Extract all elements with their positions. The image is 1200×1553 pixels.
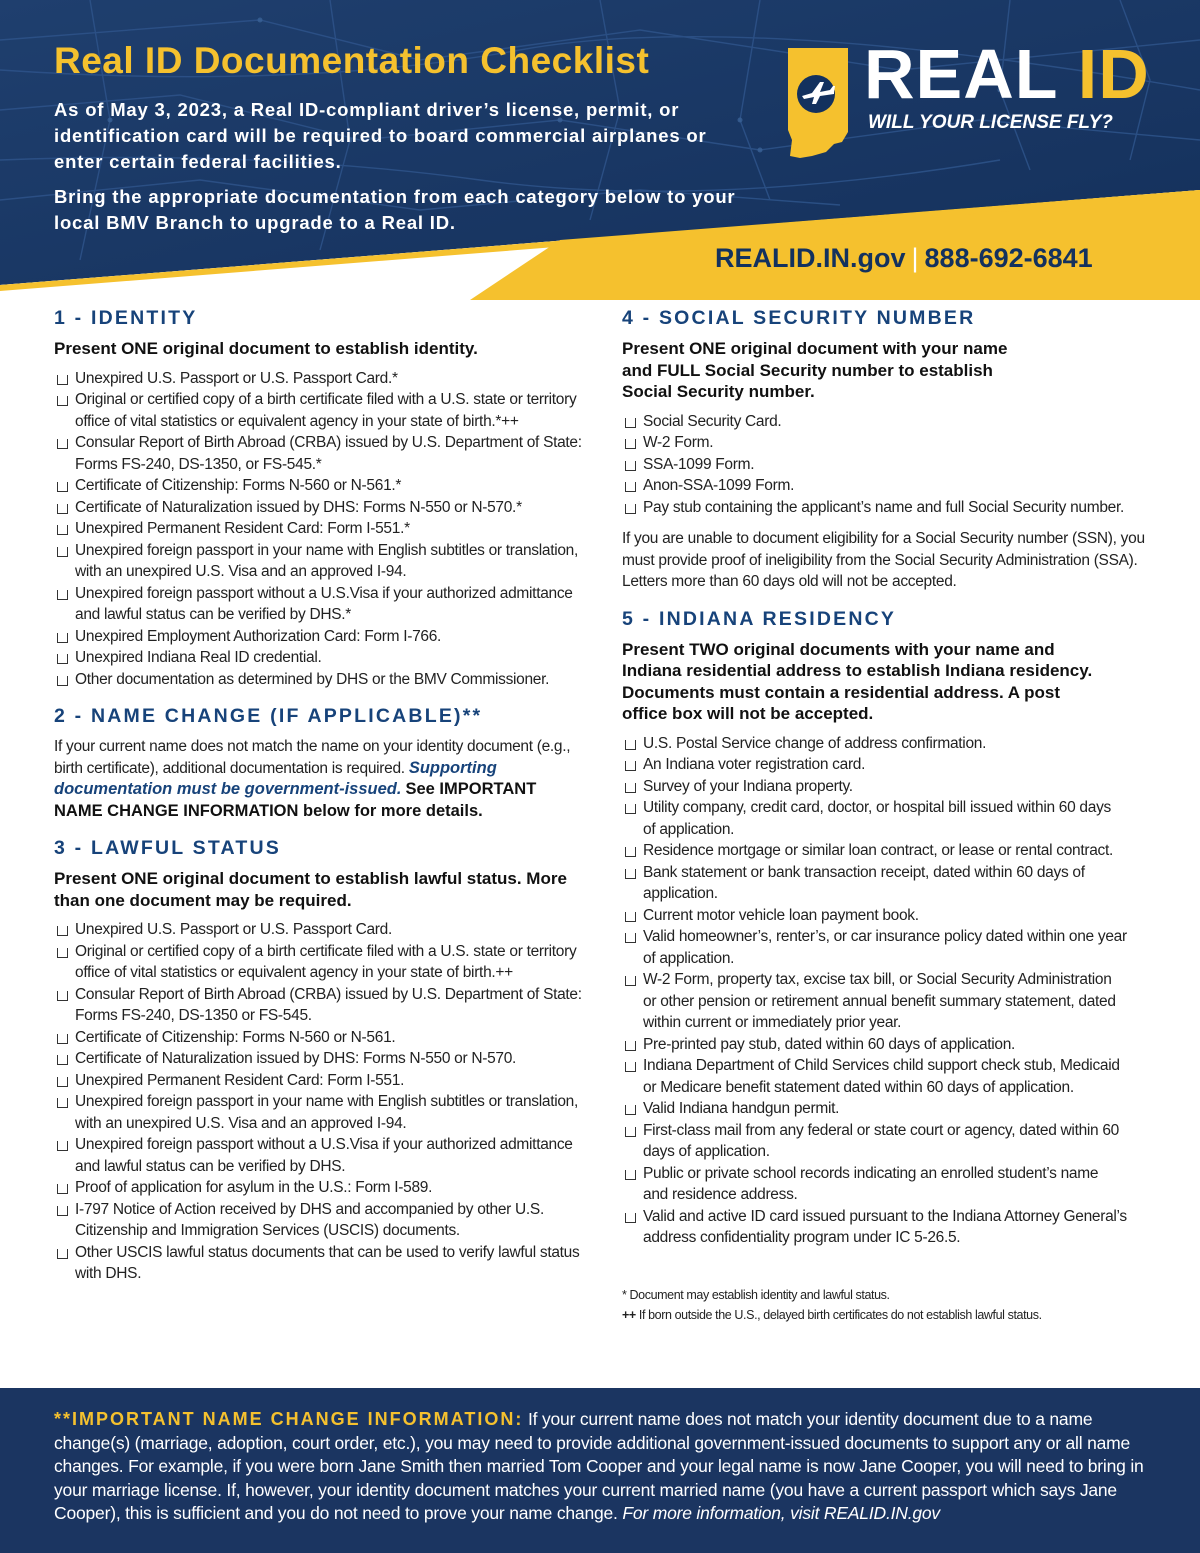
identity-item: Certificate of Citizenship: Forms N-560 or N-561.*	[54, 475, 584, 497]
identity-intro: Present ONE original document to establish identity.	[54, 339, 478, 358]
lawful-status-item: Proof of application for asylum in the U.S.: Form I-589.	[54, 1177, 584, 1199]
ssn-note: If you are unable to document eligibility for a Social Security number (SSN), you must provide proof of ineligibility from the Social Security Administration (SSA). Letters more than 60 days old will not be accepted.	[622, 530, 1145, 590]
residency-item: W-2 Form, property tax, excise tax bill, or Social Security Administration or other pension or retirement annual benefit summary statement, dated within current or immediately prior year.	[622, 969, 1127, 1034]
logo-wordmark	[864, 34, 1150, 114]
residency-item: U.S. Postal Service change of address confirmation.	[622, 733, 1127, 755]
name-change-info-banner	[0, 1388, 1200, 1553]
lawful-status-item: Certificate of Naturalization issued by DHS: Forms N-550 or N-570.	[54, 1048, 584, 1070]
indiana-plane-icon	[782, 44, 854, 160]
banner-text	[54, 1408, 1146, 1526]
lawful-status-item: Original or certified copy of a birth certificate filed with a U.S. state or territory office of vital statistics or equivalent agency in your state of birth.++	[54, 941, 584, 984]
header-banner	[0, 0, 1200, 300]
lawful-status-intro: Present ONE original document to establish lawful status. More than one document may be required.	[54, 869, 567, 910]
intro-instructions: Bring the appropriate documentation from each category below to your local BMV Branch to upgrade to a Real ID.	[54, 186, 736, 233]
residency-item: Residence mortgage or similar loan contract, or lease or rental contract.	[622, 840, 1127, 862]
residency-list	[622, 733, 1127, 1249]
residency-item: Survey of your Indiana property.	[622, 776, 1127, 798]
footnote-star-text: Document may establish identity and lawful status.	[629, 1287, 890, 1302]
lawful-status-item: I-797 Notice of Action received by DHS and accompanied by other U.S. Citizenship and Immigration Services (USCIS) documents.	[54, 1199, 584, 1242]
footnote-star-mark: *	[622, 1287, 627, 1302]
ssn-list	[622, 411, 1162, 519]
ssn-section	[622, 306, 1162, 593]
ssn-title: 4 - SOCIAL SECURITY NUMBER	[622, 307, 976, 329]
lawful-status-list	[54, 919, 584, 1285]
banner-body: If your current name does not match your identity document due to a name change(s) (marriage, adoption, court order, etc.), you may need to provide additional government-issued documents to support any or all name changes. For example, if you were born Jane Smith then married Tom Cooper and your legal name is now Jane Cooper, you will need to bring in your marriage license. If, however, your identity document matches your current married name (you have a current passport which says Jane Cooper), this is sufficient and you do not need to prove your name change.	[54, 1409, 1144, 1523]
identity-item: Certificate of Naturalization issued by DHS: Forms N-550 or N-570.*	[54, 497, 584, 519]
intro-requirement: As of May 3, 2023, a Real ID-compliant driver’s license, permit, or identification card will be required to board commercial airplanes or enter certain federal facilities.	[54, 99, 707, 172]
name-change-text-1: If your current name does not match the name on your identity document (e.g., birth certificate), additional documentation is required.	[54, 738, 571, 777]
residency-item: Valid homeowner’s, renter’s, or car insurance policy dated within one year of application.	[622, 926, 1127, 969]
identity-section	[54, 306, 584, 690]
lawful-status-item: Unexpired U.S. Passport or U.S. Passport Card.	[54, 919, 584, 941]
identity-item: Unexpired U.S. Passport or U.S. Passport Card.*	[54, 368, 584, 390]
residency-item: Bank statement or bank transaction receipt, dated within 60 days of application.	[622, 862, 1127, 905]
footnotes	[622, 1285, 1162, 1325]
footnote-plus-mark: ++	[622, 1307, 636, 1322]
phone-number[interactable]: 888-692-6841	[924, 243, 1093, 273]
logo-real-text: REAL	[864, 35, 1058, 113]
footnote-plus-text: If born outside the U.S., delayed birth certificates do not establish lawful status.	[638, 1307, 1042, 1322]
residency-item: Valid Indiana handgun permit.	[622, 1098, 1127, 1120]
identity-title: 1 - IDENTITY	[54, 307, 198, 329]
ssn-item: Anon-SSA-1099 Form.	[622, 475, 1162, 497]
residency-item: Utility company, credit card, doctor, or hospital bill issued within 60 days of application.	[622, 797, 1127, 840]
name-change-text	[54, 736, 584, 822]
name-change-highlight: Supporting documentation must be government-issued.	[54, 758, 497, 798]
identity-item: Unexpired foreign passport in your name with English subtitles or translation, with an unexpired U.S. Visa and an approved I-94.	[54, 540, 584, 583]
residency-section	[622, 607, 1162, 1249]
name-change-section	[54, 704, 584, 822]
logo-id-text: ID	[1077, 35, 1150, 113]
banner-label: **IMPORTANT NAME CHANGE INFORMATION:	[54, 1409, 524, 1429]
identity-item: Unexpired Employment Authorization Card: Form I-766.	[54, 626, 584, 648]
name-change-title: 2 - NAME CHANGE (IF APPLICABLE)**	[54, 705, 483, 727]
lawful-status-title: 3 - LAWFUL STATUS	[54, 837, 281, 859]
ssn-item: SSA-1099 Form.	[622, 454, 1162, 476]
name-change-see-below: See IMPORTANT NAME CHANGE INFORMATION below for more details.	[54, 780, 537, 820]
ssn-intro: Present ONE original document with your name and FULL Social Security number to establish Social Security number.	[622, 339, 1008, 401]
footnote-star	[622, 1285, 1162, 1305]
identity-item: Consular Report of Birth Abroad (CRBA) issued by U.S. Department of State: Forms FS-240, DS-1350, or FS-545.*	[54, 432, 584, 475]
identity-item: Unexpired Permanent Resident Card: Form I-551.*	[54, 518, 584, 540]
residency-item: Public or private school records indicating an enrolled student’s name and residence address.	[622, 1163, 1127, 1206]
lawful-status-item: Other USCIS lawful status documents that can be used to verify lawful status with DHS.	[54, 1242, 584, 1285]
identity-item: Other documentation as determined by DHS or the BMV Commissioner.	[54, 669, 584, 691]
lawful-status-item: Unexpired foreign passport in your name with English subtitles or translation, with an unexpired U.S. Visa and an approved I-94.	[54, 1091, 584, 1134]
residency-intro: Present TWO original documents with your name and Indiana residential address to establish Indiana residency. Documents must contain a residential address. A post office box will not be accepted.	[622, 639, 1093, 723]
lawful-status-item: Unexpired foreign passport without a U.S.Visa if your authorized admittance and lawful status can be verified by DHS.	[54, 1134, 584, 1177]
residency-item: Current motor vehicle loan payment book.	[622, 905, 1127, 927]
ssn-item: Social Security Card.	[622, 411, 1162, 433]
residency-item: Indiana Department of Child Services child support check stub, Medicaid or Medicare benefit statement dated within 60 days of application.	[622, 1055, 1127, 1098]
right-column	[622, 306, 1162, 1325]
identity-item: Unexpired foreign passport without a U.S.Visa if your authorized admittance and lawful status can be verified by DHS.*	[54, 583, 584, 626]
identity-item: Original or certified copy of a birth certificate filed with a U.S. state or territory office of vital statistics or equivalent agency in your state of birth.*++	[54, 389, 584, 432]
lawful-status-item: Consular Report of Birth Abroad (CRBA) issued by U.S. Department of State: Forms FS-240, DS-1350 or FS-545.	[54, 984, 584, 1027]
lawful-status-section	[54, 836, 584, 1285]
ssn-item: Pay stub containing the applicant’s name and full Social Security number.	[622, 497, 1162, 519]
ssn-item: W-2 Form.	[622, 432, 1162, 454]
residency-title: 5 - INDIANA RESIDENCY	[622, 607, 897, 630]
residency-item: Valid and active ID card issued pursuant to the Indiana Attorney General’s address confidentiality program under IC 5-26.5.	[622, 1206, 1127, 1249]
banner-more-info-link[interactable]: For more information, visit REALID.IN.gov	[622, 1503, 940, 1523]
lawful-status-item: Unexpired Permanent Resident Card: Form I-551.	[54, 1070, 584, 1092]
contact-line	[715, 243, 1093, 274]
residency-item: An Indiana voter registration card.	[622, 754, 1127, 776]
footnote-plus	[622, 1305, 1162, 1325]
page-title: Real ID Documentation Checklist	[54, 40, 650, 81]
identity-list	[54, 368, 584, 691]
left-column	[54, 306, 584, 1299]
lawful-status-item: Certificate of Citizenship: Forms N-560 or N-561.	[54, 1027, 584, 1049]
logo-tagline: WILL YOUR LICENSE FLY?	[868, 112, 1113, 133]
residency-item: Pre-printed pay stub, dated within 60 days of application.	[622, 1034, 1127, 1056]
identity-item: Unexpired Indiana Real ID credential.	[54, 647, 584, 669]
contact-separator: |	[911, 243, 919, 273]
residency-item: First-class mail from any federal or state court or agency, dated within 60 days of application.	[622, 1120, 1127, 1163]
real-id-logo	[782, 35, 1172, 170]
website-link[interactable]: REALID.IN.gov	[715, 243, 906, 273]
